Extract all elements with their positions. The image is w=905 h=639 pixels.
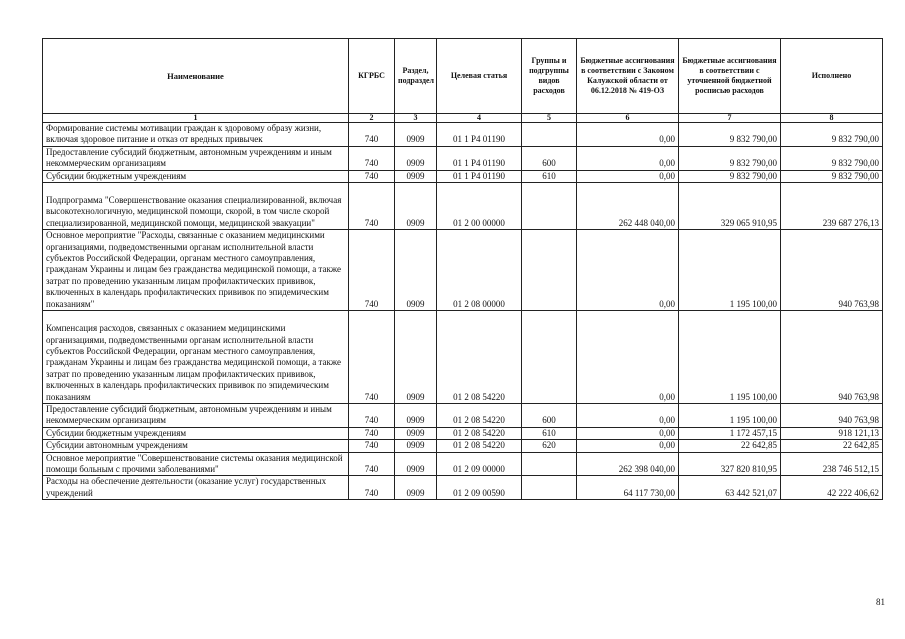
column-number: 3 [395,114,437,123]
row-target: 01 2 09 00000 [437,452,522,476]
row-section: 0909 [395,146,437,170]
row-law-assign: 0,00 [577,230,679,311]
page-number: 81 [876,597,885,607]
row-name: Предоставление субсидий бюджетным, автономным учреждениям и иным некоммерческим организациям [43,403,349,427]
row-target: 01 1 Р4 01190 [437,146,522,170]
row-name: Формирование системы мотивации граждан к здоровому образу жизни, включая здоровое питание и отказ от вредных привычек [43,123,349,147]
row-name: Субсидии автономным учреждениям [43,440,349,452]
row-kgrbs: 740 [349,452,395,476]
row-executed: 42 222 406,62 [781,476,883,500]
row-refined-assign: 1 195 100,00 [679,403,781,427]
row-target: 01 2 08 54220 [437,427,522,439]
row-target: 01 2 08 54220 [437,440,522,452]
row-law-assign: 0,00 [577,311,679,404]
row-executed: 239 687 276,13 [781,183,883,230]
row-name: Компенсация расходов, связанных с оказанием медицинскими организациями, подведомственными органам исполнительной власти субъектов Российской Федерации, органам местного самоуправления, гражданам Украины и лицам без гражданства медицинской помощи, а также затрат по проведению указанным лицам профилактических прививок, включенных в календарь профилактических прививок по эпидемическим показаниям [43,311,349,404]
row-refined-assign: 1 172 457,15 [679,427,781,439]
table-row [43,476,883,500]
row-name: Подпрограмма "Совершенствование оказания специализированной, включая высокотехнологичную, медицинской помощи, скорой, в том числе скорой специализированной, медицинской помощи, медицинской эвакуации" [43,183,349,230]
row-group: 610 [522,170,577,182]
row-kgrbs: 740 [349,123,395,147]
row-section: 0909 [395,452,437,476]
row-group: 600 [522,146,577,170]
row-section: 0909 [395,427,437,439]
column-number: 8 [781,114,883,123]
row-name: Основное мероприятие "Совершенствование системы оказания медицинской помощи больным с прочими заболеваниями" [43,452,349,476]
row-law-assign: 0,00 [577,403,679,427]
row-refined-assign: 329 065 910,95 [679,183,781,230]
row-group: 620 [522,440,577,452]
row-law-assign: 262 398 040,00 [577,452,679,476]
column-number: 2 [349,114,395,123]
row-target: 01 2 08 54220 [437,311,522,404]
row-executed: 9 832 790,00 [781,170,883,182]
row-law-assign: 262 448 040,00 [577,183,679,230]
row-group [522,476,577,500]
header-groups: Группы и подгруппы видов расходов [522,39,577,114]
column-number: 7 [679,114,781,123]
table-row [43,146,883,170]
row-section: 0909 [395,476,437,500]
row-kgrbs: 740 [349,230,395,311]
row-refined-assign: 1 195 100,00 [679,230,781,311]
row-refined-assign: 9 832 790,00 [679,170,781,182]
header-target: Целевая статья [437,39,522,114]
header-row [43,39,883,114]
row-law-assign: 64 117 730,00 [577,476,679,500]
row-refined-assign: 63 442 521,07 [679,476,781,500]
row-executed: 9 832 790,00 [781,123,883,147]
header-refined-assign: Бюджетные ассигнования в соответствии с уточненной бюджетной росписью расходов [679,39,781,114]
row-executed: 918 121,13 [781,427,883,439]
row-executed: 22 642,85 [781,440,883,452]
row-kgrbs: 740 [349,427,395,439]
header-executed: Исполнено [781,39,883,114]
header-name: Наименование [43,39,349,114]
row-group [522,452,577,476]
row-kgrbs: 740 [349,146,395,170]
row-section: 0909 [395,440,437,452]
row-section: 0909 [395,230,437,311]
row-target: 01 2 08 54220 [437,403,522,427]
row-section: 0909 [395,123,437,147]
row-group [522,230,577,311]
header-law-assign: Бюджетные ассигнования в соответствии с Законом Калужской области от 06.12.2018 № 419-ОЗ [577,39,679,114]
table-row [43,452,883,476]
header-section: Раздел, подраздел [395,39,437,114]
row-group [522,311,577,404]
row-target: 01 1 Р4 01190 [437,123,522,147]
table-row [43,123,883,147]
column-number: 6 [577,114,679,123]
row-target: 01 2 00 00000 [437,183,522,230]
row-target: 01 2 08 00000 [437,230,522,311]
row-kgrbs: 740 [349,476,395,500]
row-law-assign: 0,00 [577,123,679,147]
row-name: Предоставление субсидий бюджетным, автономным учреждениям и иным некоммерческим организациям [43,146,349,170]
row-refined-assign: 9 832 790,00 [679,123,781,147]
table-row [43,230,883,311]
column-number: 1 [43,114,349,123]
table-row [43,440,883,452]
table-row [43,403,883,427]
table-row [43,170,883,182]
row-section: 0909 [395,170,437,182]
row-executed: 940 763,98 [781,403,883,427]
row-refined-assign: 327 820 810,95 [679,452,781,476]
row-section: 0909 [395,183,437,230]
column-number-row [43,114,883,123]
row-law-assign: 0,00 [577,440,679,452]
header-kgrbs: КГРБС [349,39,395,114]
row-refined-assign: 1 195 100,00 [679,311,781,404]
row-group: 600 [522,403,577,427]
row-name: Субсидии бюджетным учреждениям [43,170,349,182]
row-law-assign: 0,00 [577,427,679,439]
row-kgrbs: 740 [349,311,395,404]
row-executed: 940 763,98 [781,311,883,404]
row-kgrbs: 740 [349,170,395,182]
row-refined-assign: 22 642,85 [679,440,781,452]
row-law-assign: 0,00 [577,170,679,182]
row-kgrbs: 740 [349,403,395,427]
row-kgrbs: 740 [349,440,395,452]
row-group: 610 [522,427,577,439]
row-section: 0909 [395,403,437,427]
row-law-assign: 0,00 [577,146,679,170]
row-name: Расходы на обеспечение деятельности (оказание услуг) государственных учреждений [43,476,349,500]
row-section: 0909 [395,311,437,404]
column-number: 5 [522,114,577,123]
row-executed: 940 763,98 [781,230,883,311]
row-target: 01 1 Р4 01190 [437,170,522,182]
row-group [522,123,577,147]
row-executed: 9 832 790,00 [781,146,883,170]
row-group [522,183,577,230]
row-name: Субсидии бюджетным учреждениям [43,427,349,439]
table-row [43,183,883,230]
column-number: 4 [437,114,522,123]
table-row [43,311,883,404]
row-executed: 238 746 512,15 [781,452,883,476]
row-kgrbs: 740 [349,183,395,230]
table-row [43,427,883,439]
budget-table [42,38,883,500]
row-target: 01 2 09 00590 [437,476,522,500]
row-name: Основное мероприятие "Расходы, связанные с оказанием медицинскими организациями, подведомственными органам исполнительной власти субъектов Российской Федерации, органам местного самоуправления, гражданам Украины и лицам без гражданства медицинской помощи, а также затрат по проведению указанным лицам профилактических прививок, включенных в календарь профилактических прививок по эпидемическим показаниям" [43,230,349,311]
row-refined-assign: 9 832 790,00 [679,146,781,170]
